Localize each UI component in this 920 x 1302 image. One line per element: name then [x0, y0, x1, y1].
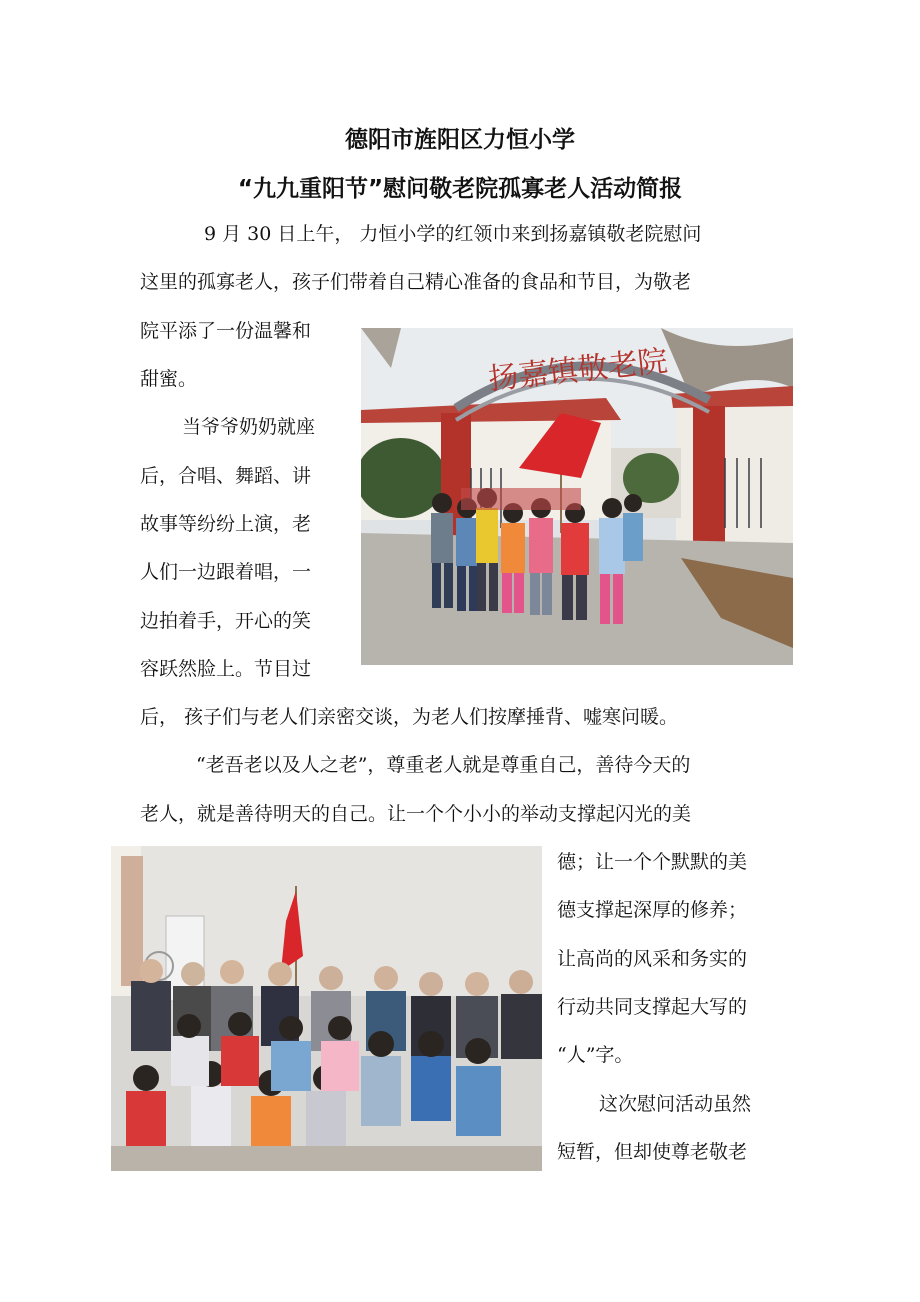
body-line-11: 后， 孩子们与老人们亲密交谈，为老人们按摩捶背、嘘寒问暖。: [140, 706, 679, 728]
body-line-13: 老人，就是善待明天的自己。让一个个小小的举动支撑起闪光的美: [140, 803, 692, 825]
body-line-19: 这次慰问活动虽然: [599, 1093, 752, 1115]
body-line-5: 当爷爷奶奶就座: [182, 416, 316, 438]
body-line-16: 让高尚的风采和务实的: [557, 948, 748, 970]
body-line-3: 院平添了一份温馨和: [140, 320, 312, 342]
gate-group-photo: [361, 328, 793, 665]
body-line-10: 容跃然脸上。节目过: [140, 658, 312, 680]
report-title: “九九重阳节”慰问敬老院孤寡老人活动简报: [237, 176, 683, 202]
body-line-9: 边拍着手，开心的笑: [140, 610, 312, 632]
body-line-6: 后，合唱、舞蹈、讲: [140, 465, 312, 487]
indoor-group-photo: [111, 846, 542, 1171]
body-line-7: 故事等纷纷上演，老: [140, 513, 312, 535]
body-line-2: 这里的孤寡老人，孩子们带着自己精心准备的食品和节目，为敬老: [140, 271, 692, 293]
body-line-15: 德支撑起深厚的修养；: [557, 899, 748, 921]
body-line-8: 人们一边跟着唱，一: [140, 561, 312, 583]
body-line-20: 短暂，但却使尊老敬老: [557, 1141, 748, 1163]
body-line-4: 甜蜜。: [140, 368, 198, 390]
body-line-17: 行动共同支撑起大写的: [557, 996, 748, 1018]
body-line-1: 9 月 30 日上午， 力恒小学的红领巾来到扬嘉镇敬老院慰问: [204, 223, 702, 245]
gate-sign: 扬嘉镇敬老院: [486, 343, 670, 398]
body-line-18: “人”字。: [557, 1044, 634, 1066]
body-line-12: “老吾老以及人之老”，尊重老人就是尊重自己，善待今天的: [196, 754, 691, 776]
school-title: 德阳市旌阳区力恒小学: [345, 127, 575, 153]
body-line-14: 德；让一个个默默的美: [557, 851, 748, 873]
